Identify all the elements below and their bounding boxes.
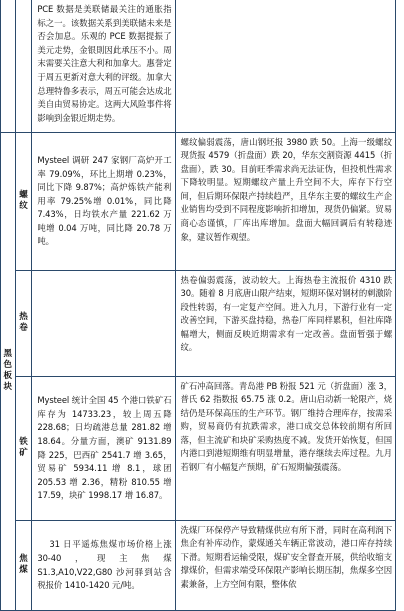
iron-ore-mid-cell — [32, 376, 175, 520]
continuation-row — [1, 0, 396, 132]
coking-coal-right-cell — [175, 520, 396, 610]
hot-coil-mid-cell — [32, 270, 175, 376]
category-label-hot-coil: 热卷 — [19, 312, 28, 333]
rebar-mid-text: Mysteel 调研 247 家钢厂高炉开工率 79.09%，环比上期增 0.23%，同比下降 9.87%；高炉炼铁产能利用率 79.25%增 0.01%，同比降 7.43%，日均铁水产量 221.62 万吨增 0.04 万吨，同比降 20.78 万吨。 — [37, 154, 172, 247]
continuation-text: PCE 数据是美联储最关注的通胀指标之一。该数据关系到美联储未来是否会加息。乐观的 PCE 数据提振了美元走势，金银則因此承压不小。周末需要关注意大利和加拿大。惠誉定于周五更新对意大利的评级。加拿大总理特鲁多表示，周五可能会达成北美自由贸易协定。这两大风险事件将影响到金银近期走势。 — [37, 4, 172, 123]
category-label-rebar: 螺纹 — [19, 190, 28, 211]
category-label-coking-coal: 焦煤 — [19, 554, 28, 575]
coking-coal-row — [1, 520, 396, 610]
rebar-right-text: 螺纹偏弱震荡，唐山钢坯报 3980 跌 50。上海一级螺纹现货报 4579（折盘面）跌 20，华东交割资源 4415（折盘面），跌 30。目前旺季需求尚无法证伪，但投机性需求下降较明显。短期螺纹产量上升空间不大，库存下行空间，但后期环保限产持续趋严，且华东主要的螺纹生产企业销售均受到不同程度影响折扣增加，现货仍偏紧。贸易商心态谨慎，厂库出库增加。盘面大幅回调后有转稳迹象，建议暂作观望。 — [180, 136, 392, 242]
hot-coil-right-text: 热卷偏弱震荡，波动较大。上海热卷主流报价 4310 跌 30。随着 8 月底唐山限产结束，短期环保对钢材的刺激阶段性转弱，有一定复产空间。进入九月，下游行业有一定改善空间，下游买盘持稳，热卷厂库同样累积，但社库降幅增大，侧面反映近期需求有一定改善。盘面暂强于螺纹。 — [180, 274, 392, 353]
category-cell — [15, 270, 32, 376]
coking-coal-right-text: 洗煤厂环保停产导致精煤供应有所下滑，同时在高利润下焦企有补库动作，蒙煤通关车辆正常波动，港口库存持续下滑。短期看运输受限，煤矿安全督查开展，供给收缩支撑煤价，但需求端受环保限产影响长期压制，焦煤多空因素兼备，上方空间有限，整体依 — [180, 524, 392, 589]
iron-ore-right-text: 矿石冲高回落。青岛港 PB 粉报 521 元（折盘面）涨 3，普氏 62 指数报 65.75 涨 0.2。唐山启动新一轮限产，烧结仍是环保高压的生产环节。钢厂维持合理库存，按需采购，贸易商仍有抗跌需求，港口成交总体较前期有所回落，但主流矿和块矿采购热度不减。发货开始恢复，但国内港口到港短期维有明显增量，港存继续去库过程。九月若钢厂有小幅复产预期，矿石短期偏强震荡。 — [180, 380, 392, 473]
category-cell — [15, 520, 32, 610]
category-cell — [15, 376, 32, 520]
category-label-iron-ore: 铁矿 — [19, 437, 28, 458]
sector-cell — [1, 132, 16, 610]
empty-cell — [1, 0, 16, 132]
category-cell — [15, 132, 32, 270]
iron-ore-row — [1, 376, 396, 520]
sector-label: 黑色板块 — [3, 349, 13, 392]
hot-coil-right-cell — [175, 270, 396, 376]
hot-coil-mid-text — [32, 271, 174, 276]
rebar-mid-cell — [32, 132, 175, 270]
coking-coal-mid-cell — [32, 520, 175, 610]
empty-cell — [175, 0, 396, 132]
coking-coal-mid-text: 31 日平遥炼焦煤市场价格上涨 30-40，现主焦煤 S1.3,A10,V22,G80 沙河驿到站含税报价 1410-1420 元/吨。 — [37, 539, 172, 591]
rebar-row — [1, 132, 396, 270]
iron-ore-right-cell — [175, 376, 396, 520]
empty-cell — [15, 0, 32, 132]
continuation-text-cell — [32, 0, 175, 132]
iron-ore-mid-text: Mysteel 统计全国 45 个港口铁矿石库存为 14733.23，较上周五降 228.68；日均疏港总量 281.82 增 18.64。分量方面，澳矿 9131.89 降 225，巴西矿 2541.7 增 3.65，贸易矿 5934.11 增 8.1，球团 205.53 增 2.36，精粉 810.55 增 17.59，块矿 1998.17 增 16.87。 — [37, 395, 172, 501]
hot-coil-row — [1, 270, 396, 376]
rebar-right-cell — [175, 132, 396, 270]
